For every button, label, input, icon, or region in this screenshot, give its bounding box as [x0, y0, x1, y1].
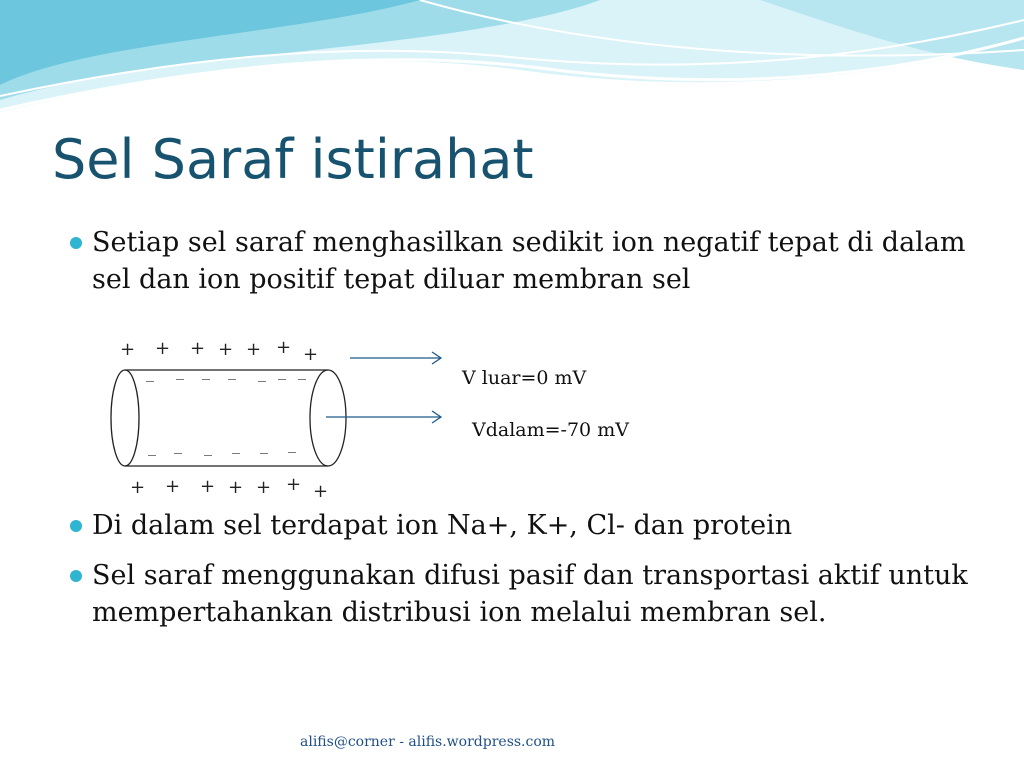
plus-sign: +	[256, 477, 272, 498]
bullet-dot-icon	[70, 237, 82, 249]
plus-sign: +	[246, 339, 262, 360]
minus-sign: _	[174, 435, 182, 454]
nerve-cell-diagram	[88, 333, 458, 503]
plus-sign: +	[286, 474, 302, 495]
minus-sign: _	[176, 361, 184, 380]
bullet-text: Setiap sel saraf menghasilkan sedikit ion negatif tepat di dalam sel dan ion positif tepat diluar membran sel	[92, 227, 966, 295]
minus-sign: _	[202, 361, 210, 380]
bullet-dot-icon	[70, 570, 82, 582]
outside-voltage-label: V luar=0 mV	[462, 367, 587, 389]
plus-sign: +	[120, 339, 136, 360]
bullet-item	[70, 224, 970, 298]
minus-sign: _	[232, 435, 240, 454]
bullet-text: Sel saraf menggunakan difusi pasif dan transportasi aktif untuk mempertahankan distribusi ion melalui membran sel.	[92, 560, 968, 628]
minus-sign: _	[148, 437, 156, 456]
bullet-item	[70, 507, 970, 544]
minus-sign: _	[204, 437, 212, 456]
plus-sign: +	[303, 344, 319, 365]
bullet-item	[70, 557, 970, 631]
plus-sign: +	[276, 337, 292, 358]
plus-sign: +	[218, 339, 234, 360]
slide-footer: alifis@corner - alifis.wordpress.com	[300, 734, 556, 750]
minus-sign: _	[278, 361, 286, 380]
plus-sign: +	[313, 481, 329, 502]
plus-sign: +	[130, 477, 146, 498]
minus-sign: _	[260, 435, 268, 454]
bullet-dot-icon	[70, 520, 82, 532]
plus-sign: +	[200, 476, 216, 497]
plus-sign: +	[190, 338, 206, 359]
header-wave-decoration	[0, 0, 1024, 120]
inside-voltage-label: Vdalam=-70 mV	[472, 419, 629, 441]
minus-sign: _	[146, 363, 154, 382]
plus-sign: +	[228, 477, 244, 498]
plus-sign: +	[165, 476, 181, 497]
minus-sign: _	[228, 361, 236, 380]
bullet-text: Di dalam sel terdapat ion Na+, K+, Cl- dan protein	[92, 510, 793, 541]
slide-title: Sel Saraf istirahat	[52, 128, 534, 191]
plus-sign: +	[155, 338, 171, 359]
minus-sign: _	[298, 361, 306, 380]
minus-sign: _	[258, 363, 266, 382]
minus-sign: _	[288, 434, 296, 453]
